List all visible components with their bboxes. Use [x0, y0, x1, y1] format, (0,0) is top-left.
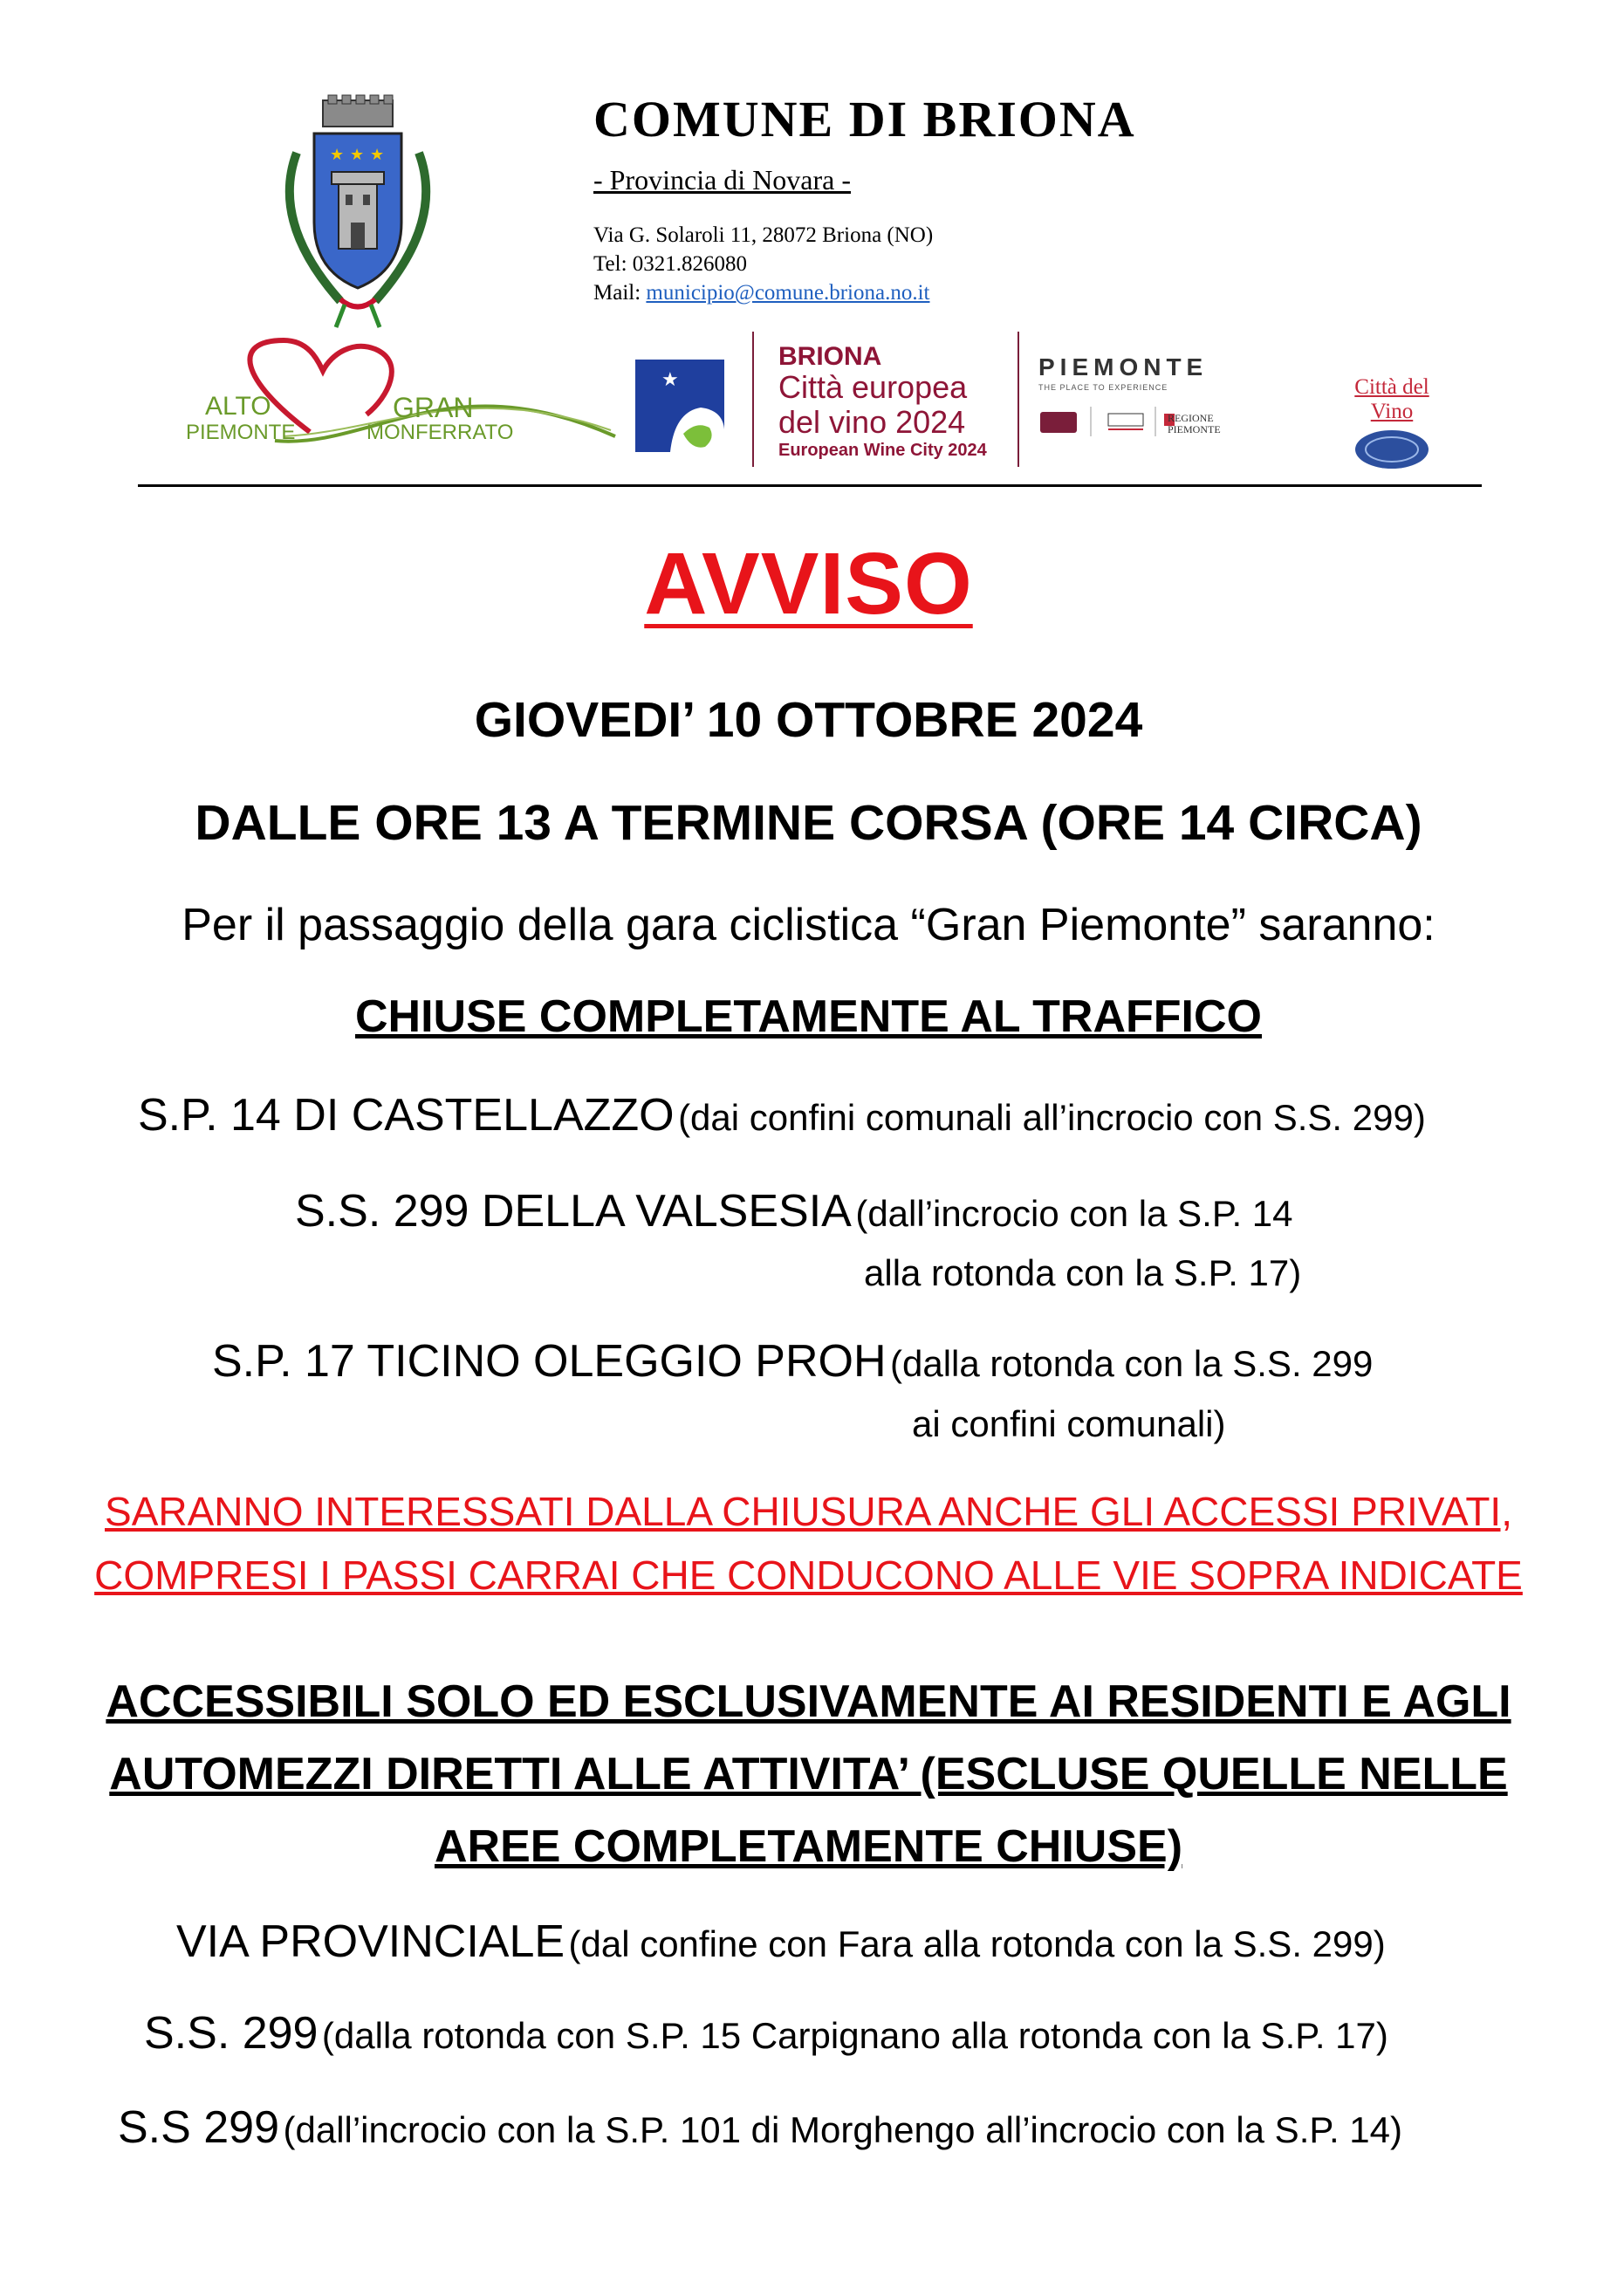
private-access-warning-line1: SARANNO INTERESSATI DALLA CHIUSURA ANCHE GLI ACCESSI PRIVATI, [105, 1489, 1512, 1534]
citta-del-vino-logo [1335, 340, 1449, 458]
piemonte-logo [1038, 353, 1239, 458]
svg-text:★: ★ [661, 368, 679, 390]
email-label: Mail: [593, 281, 647, 305]
piemonte-label: PIEMONTE [186, 421, 296, 444]
notice-hours: DALLE ORE 13 A TERMINE CORSA (ORE 14 CIRCA) [195, 795, 1422, 851]
road-name: S.S. 299 [144, 2008, 319, 2059]
road-detail-continued: alla rotonda con la S.P. 17) [864, 1252, 1302, 1293]
road-name: S.S 299 [118, 2102, 280, 2153]
road-name: S.P. 14 DI CASTELLAZZO [138, 1090, 675, 1141]
access-road-item [176, 1916, 1386, 1968]
gran-label: GRAN [393, 392, 474, 423]
road-name: VIA PROVINCIALE [176, 1916, 565, 1967]
telephone: Tel: 0321.826080 [593, 252, 748, 276]
address: Via G. Solaroli 11, 28072 Briona (NO) [593, 223, 934, 247]
closed-road-item [212, 1335, 1373, 1388]
road-name: S.S. 299 DELLA VALSESIA [295, 1186, 852, 1237]
road-detail: (dai confini comunali all’incrocio con S.S. 299) [678, 1097, 1426, 1138]
municipality-name: COMUNE DI BRIONA [593, 91, 1136, 147]
access-heading-line1: ACCESSIBILI SOLO ED ESCLUSIVAMENTE AI RESIDENTI E AGLI [106, 1676, 1511, 1727]
private-access-warning-line2: COMPRESI I PASSI CARRAI CHE CONDUCONO ALLE VIE SOPRA INDICATE [94, 1552, 1523, 1598]
closed-road-item [295, 1185, 1293, 1237]
notice-title: AVVISO [644, 535, 973, 633]
road-detail: (dall’incrocio con la S.P. 101 di Morghengo all’incrocio con la S.P. 14) [283, 2109, 1403, 2150]
piemonte-tagline: THE PLACE TO EXPERIENCE [1038, 383, 1168, 392]
access-heading-line3: AREE COMPLETAMENTE CHIUSE) [434, 1821, 1183, 1872]
email-link[interactable]: municipio@comune.briona.no.it [646, 281, 930, 305]
alto-piemonte-gran-monferrato-logo [179, 336, 624, 458]
piemonte-word: PIEMONTE [1038, 353, 1209, 380]
closed-road-item [138, 1089, 1426, 1141]
header-divider [138, 484, 1482, 487]
svg-text:★: ★ [350, 146, 365, 163]
notice-date: GIOVEDI’ 10 OTTOBRE 2024 [474, 692, 1143, 748]
svg-text:★: ★ [330, 146, 345, 163]
briona-logo-line2: del vino 2024 [778, 404, 966, 440]
svg-text:★: ★ [370, 146, 385, 163]
regione-piemonte-label: REGIONE PIEMONTE [1168, 412, 1221, 435]
road-name: S.P. 17 TICINO OLEGGIO PROH [212, 1336, 887, 1387]
access-road-item [118, 2101, 1402, 2154]
access-heading-line2: AUTOMEZZI DIRETTI ALLE ATTIVITA’ (ESCLUSE QUELLE NELLE [109, 1749, 1508, 1799]
road-detail: (dalla rotonda con S.P. 15 Carpignano alla rotonda con la S.P. 17) [321, 2015, 1388, 2056]
road-detail: (dalla rotonda con la S.S. 299 [890, 1343, 1374, 1384]
road-detail: (dal confine con Fara alla rotonda con la S.S. 299) [568, 1923, 1386, 1964]
monferrato-label: MONFERRATO [367, 421, 514, 444]
briona-logo-subtitle: European Wine City 2024 [778, 441, 987, 460]
access-road-item [144, 2007, 1388, 2060]
briona-european-wine-city-logo [752, 332, 1019, 467]
briona-logo-name: BRIONA [778, 342, 882, 371]
road-detail-continued: ai confini comunali) [912, 1403, 1226, 1444]
briona-logo-line1: Città europea [778, 369, 968, 405]
contact-info [593, 221, 1136, 307]
closed-roads-heading: CHIUSE COMPLETAMENTE AL TRAFFICO [354, 991, 1262, 1042]
province-label: - Provincia di Novara - [593, 164, 852, 195]
notice-intro: Per il passaggio della gara ciclistica “Gran Piemonte” saranno: [182, 900, 1435, 950]
european-flag-logo [635, 360, 724, 452]
road-detail: (dall’incrocio con la S.P. 14 [855, 1193, 1293, 1234]
municipality-header [593, 91, 1136, 307]
email-line [593, 278, 1136, 307]
citta-del-vino-label: Città del Vino [1354, 375, 1429, 423]
alto-label: ALTO [205, 392, 271, 421]
municipal-coat-of-arms [262, 92, 454, 332]
